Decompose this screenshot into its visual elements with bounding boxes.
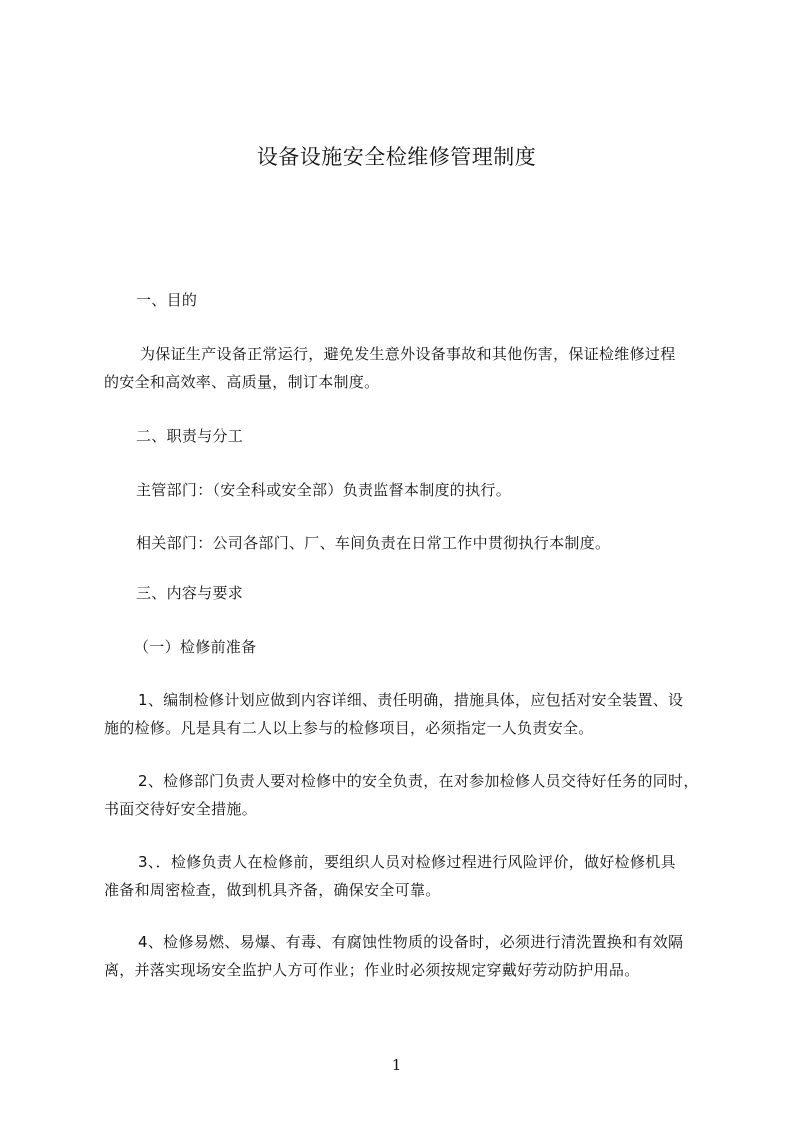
item-4-line-2: 离，并落实现场安全监护人方可作业；作业时必须按规定穿戴好劳动防护用品。: [104, 961, 640, 979]
section-heading-requirements: 三、内容与要求: [136, 584, 244, 602]
subsection-heading-preparation: （一）检修前准备: [134, 638, 257, 656]
purpose-paragraph-line-1: 为保证生产设备正常运行，避免发生意外设备事故和其他伤害，保证检维修过程: [140, 345, 676, 363]
item-1-line-1: 1、编制检修计划应做到内容详细、责任明确，措施具体，应包括对安全装置、设: [138, 691, 684, 709]
section-heading-responsibilities: 二、职责与分工: [136, 427, 244, 445]
responsibility-paragraph-related-dept: 相关部门：公司各部门、厂、车间负责在日常工作中贯彻执行本制度。: [136, 534, 611, 552]
item-3-line-2: 准备和周密检查，做到机具齐备，确保安全可靠。: [104, 881, 441, 899]
section-heading-purpose: 一、目的: [136, 291, 198, 309]
page-number: 1: [391, 1056, 402, 1074]
item-3-line-1: 3、．检修负责人在检修前，要组织人员对检修过程进行风险评价，做好检修机具: [138, 853, 676, 871]
responsibility-paragraph-main-dept: 主管部门：（安全科或安全部）负责监督本制度的执行。: [136, 481, 512, 499]
item-1-line-2: 施的检修。凡是具有二人以上参与的检修项目，必须指定一人负责安全。: [104, 719, 594, 737]
item-2-line-1: 2、检修部门负责人要对检修中的安全负责，在对参加检修人员交待好任务的同时，: [138, 772, 699, 790]
item-4-line-1: 4、检修易燃、易爆、有毒、有腐蚀性物质的设备时，必须进行清洗置换和有效隔: [138, 933, 684, 951]
document-title: 设备设施安全检维修管理制度: [256, 145, 537, 169]
item-2-line-2: 书面交待好安全措施。: [104, 800, 258, 818]
purpose-paragraph-line-2: 的安全和高效率、高质量，制订本制度。: [104, 373, 380, 391]
